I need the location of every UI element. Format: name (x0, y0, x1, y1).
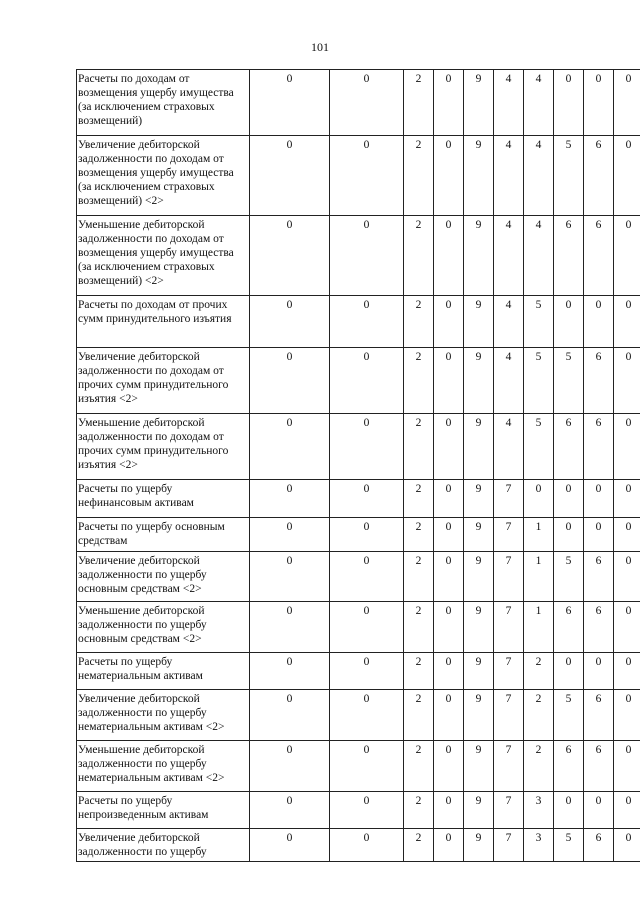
row-description: Расчеты по доходам от возмещения ущербу имущества (за исключением страховых возмещений) (77, 70, 250, 136)
code-cell: 0 (330, 480, 404, 518)
table-row (77, 70, 640, 136)
row-description: Увеличение дебиторской задолженности по ущербу (77, 829, 250, 862)
code-cell: 0 (330, 70, 404, 136)
code-cell: 0 (614, 741, 640, 792)
table-row (77, 518, 640, 552)
code-cell: 2 (404, 792, 434, 829)
code-cell: 0 (250, 296, 330, 348)
table-row (77, 690, 640, 741)
code-cell: 9 (464, 792, 494, 829)
row-description: Увеличение дебиторской задолженности по доходам от прочих сумм принудительного изъятия <2> (77, 348, 250, 414)
table-row (77, 552, 640, 602)
code-cell: 0 (330, 136, 404, 216)
code-cell: 0 (614, 414, 640, 480)
table-row (77, 792, 640, 829)
code-cell: 2 (524, 741, 554, 792)
code-cell: 4 (494, 414, 524, 480)
code-cell: 4 (524, 70, 554, 136)
code-cell: 0 (434, 70, 464, 136)
code-cell: 0 (250, 518, 330, 552)
code-cell: 0 (614, 602, 640, 653)
code-cell: 0 (554, 296, 584, 348)
code-cell: 0 (250, 741, 330, 792)
row-description: Расчеты по ущербу основным средствам (77, 518, 250, 552)
code-cell: 0 (614, 653, 640, 690)
code-cell: 4 (524, 136, 554, 216)
code-cell: 0 (330, 690, 404, 741)
code-cell: 0 (584, 480, 614, 518)
code-cell: 5 (554, 829, 584, 862)
row-description: Расчеты по ущербу нефинансовым активам (77, 480, 250, 518)
code-cell: 9 (464, 348, 494, 414)
code-cell: 9 (464, 690, 494, 741)
code-cell: 7 (494, 518, 524, 552)
code-cell: 0 (434, 216, 464, 296)
code-cell: 7 (494, 653, 524, 690)
code-cell: 2 (404, 602, 434, 653)
code-cell: 9 (464, 741, 494, 792)
code-cell: 7 (494, 480, 524, 518)
code-cell: 7 (494, 602, 524, 653)
code-cell: 0 (614, 518, 640, 552)
code-cell: 0 (614, 296, 640, 348)
row-description: Расчеты по доходам от прочих сумм принудительного изъятия (77, 296, 250, 348)
table-row (77, 653, 640, 690)
code-cell: 0 (250, 136, 330, 216)
code-cell: 0 (250, 552, 330, 602)
table-row (77, 216, 640, 296)
table-row (77, 829, 640, 862)
code-cell: 9 (464, 480, 494, 518)
code-cell: 0 (330, 216, 404, 296)
table-row (77, 602, 640, 653)
code-cell: 0 (250, 653, 330, 690)
code-cell: 0 (584, 653, 614, 690)
code-cell: 0 (584, 70, 614, 136)
code-cell: 5 (554, 348, 584, 414)
code-cell: 0 (614, 348, 640, 414)
code-cell: 0 (434, 136, 464, 216)
code-cell: 0 (614, 792, 640, 829)
code-cell: 0 (434, 602, 464, 653)
code-cell: 9 (464, 518, 494, 552)
code-cell: 3 (524, 829, 554, 862)
code-cell: 2 (404, 480, 434, 518)
code-cell: 0 (614, 216, 640, 296)
code-cell: 0 (434, 653, 464, 690)
row-description: Увеличение дебиторской задолженности по ущербу нематериальным активам <2> (77, 690, 250, 741)
row-description: Уменьшение дебиторской задолженности по доходам от возмещения ущербу имущества (за исключением страховых возмещений) <2> (77, 216, 250, 296)
code-cell: 0 (250, 829, 330, 862)
code-cell: 7 (494, 690, 524, 741)
code-cell: 2 (404, 216, 434, 296)
code-cell: 0 (434, 552, 464, 602)
code-cell: 0 (250, 348, 330, 414)
code-cell: 4 (524, 216, 554, 296)
code-cell: 0 (434, 414, 464, 480)
code-cell: 6 (584, 741, 614, 792)
code-cell: 4 (494, 216, 524, 296)
code-cell: 0 (330, 653, 404, 690)
code-cell: 0 (614, 552, 640, 602)
code-cell: 2 (404, 70, 434, 136)
code-cell: 6 (584, 829, 614, 862)
table-body (77, 70, 640, 862)
code-cell: 0 (614, 480, 640, 518)
page-number: 101 (311, 40, 329, 54)
code-cell: 0 (330, 792, 404, 829)
row-description: Увеличение дебиторской задолженности по ущербу основным средствам <2> (77, 552, 250, 602)
code-cell: 0 (330, 602, 404, 653)
code-cell: 1 (524, 552, 554, 602)
table-row (77, 480, 640, 518)
code-cell: 2 (404, 690, 434, 741)
code-cell: 0 (330, 348, 404, 414)
code-cell: 6 (554, 216, 584, 296)
table-row (77, 136, 640, 216)
code-cell: 6 (584, 348, 614, 414)
code-cell: 0 (434, 480, 464, 518)
code-cell: 7 (494, 829, 524, 862)
code-cell: 0 (554, 480, 584, 518)
code-cell: 9 (464, 70, 494, 136)
code-cell: 9 (464, 216, 494, 296)
code-cell: 0 (434, 690, 464, 741)
code-cell: 6 (584, 552, 614, 602)
code-cell: 0 (330, 296, 404, 348)
code-cell: 2 (404, 296, 434, 348)
code-cell: 0 (330, 829, 404, 862)
code-cell: 1 (524, 602, 554, 653)
code-cell: 9 (464, 829, 494, 862)
code-cell: 0 (554, 792, 584, 829)
code-cell: 1 (524, 518, 554, 552)
code-cell: 0 (330, 741, 404, 792)
code-cell: 4 (494, 136, 524, 216)
code-cell: 2 (404, 829, 434, 862)
code-cell: 6 (554, 414, 584, 480)
account-code-table (76, 69, 640, 862)
code-cell: 0 (330, 552, 404, 602)
code-cell: 0 (434, 348, 464, 414)
code-cell: 0 (250, 216, 330, 296)
code-cell: 5 (524, 296, 554, 348)
code-cell: 2 (404, 653, 434, 690)
table-row (77, 296, 640, 348)
row-description: Уменьшение дебиторской задолженности по ущербу нематериальным активам <2> (77, 741, 250, 792)
code-cell: 0 (584, 518, 614, 552)
row-description: Увеличение дебиторской задолженности по доходам от возмещения ущербу имущества (за исключением страховых возмещений) <2> (77, 136, 250, 216)
code-cell: 0 (330, 414, 404, 480)
code-cell: 0 (554, 653, 584, 690)
code-cell: 0 (434, 296, 464, 348)
code-cell: 2 (524, 653, 554, 690)
code-cell: 5 (524, 414, 554, 480)
code-cell: 6 (554, 602, 584, 653)
code-cell: 7 (494, 552, 524, 602)
code-cell: 2 (524, 690, 554, 741)
table-row (77, 741, 640, 792)
code-cell: 5 (524, 348, 554, 414)
code-cell: 0 (434, 518, 464, 552)
row-description: Расчеты по ущербу непроизведенным активам (77, 792, 250, 829)
table-row (77, 348, 640, 414)
code-cell: 4 (494, 296, 524, 348)
code-cell: 0 (434, 792, 464, 829)
code-cell: 5 (554, 552, 584, 602)
code-cell: 0 (614, 829, 640, 862)
code-cell: 0 (250, 602, 330, 653)
table-row (77, 414, 640, 480)
code-cell: 6 (584, 216, 614, 296)
code-cell: 5 (554, 690, 584, 741)
row-description: Уменьшение дебиторской задолженности по доходам от прочих сумм принудительного изъятия <2> (77, 414, 250, 480)
code-cell: 0 (584, 792, 614, 829)
code-cell: 9 (464, 552, 494, 602)
code-cell: 9 (464, 653, 494, 690)
code-cell: 2 (404, 741, 434, 792)
code-cell: 0 (250, 480, 330, 518)
code-cell: 0 (434, 741, 464, 792)
code-cell: 7 (494, 741, 524, 792)
code-cell: 0 (434, 829, 464, 862)
code-cell: 2 (404, 552, 434, 602)
code-cell: 0 (524, 480, 554, 518)
code-cell: 2 (404, 348, 434, 414)
code-cell: 0 (250, 792, 330, 829)
code-cell: 6 (584, 690, 614, 741)
code-cell: 6 (584, 602, 614, 653)
code-cell: 6 (554, 741, 584, 792)
code-cell: 2 (404, 136, 434, 216)
code-cell: 0 (554, 518, 584, 552)
code-cell: 0 (554, 70, 584, 136)
code-cell: 9 (464, 414, 494, 480)
row-description: Расчеты по ущербу нематериальным активам (77, 653, 250, 690)
code-cell: 6 (584, 414, 614, 480)
code-cell: 3 (524, 792, 554, 829)
code-cell: 0 (250, 414, 330, 480)
code-cell: 6 (584, 136, 614, 216)
code-cell: 4 (494, 348, 524, 414)
code-cell: 2 (404, 518, 434, 552)
code-cell: 0 (330, 518, 404, 552)
code-cell: 7 (494, 792, 524, 829)
code-cell: 5 (554, 136, 584, 216)
code-cell: 4 (494, 70, 524, 136)
code-cell: 2 (404, 414, 434, 480)
code-cell: 0 (250, 690, 330, 741)
code-cell: 9 (464, 296, 494, 348)
code-cell: 9 (464, 136, 494, 216)
code-cell: 0 (614, 136, 640, 216)
code-cell: 0 (584, 296, 614, 348)
row-description: Уменьшение дебиторской задолженности по ущербу основным средствам <2> (77, 602, 250, 653)
code-cell: 9 (464, 602, 494, 653)
code-cell: 0 (250, 70, 330, 136)
code-cell: 0 (614, 70, 640, 136)
code-cell: 0 (614, 690, 640, 741)
